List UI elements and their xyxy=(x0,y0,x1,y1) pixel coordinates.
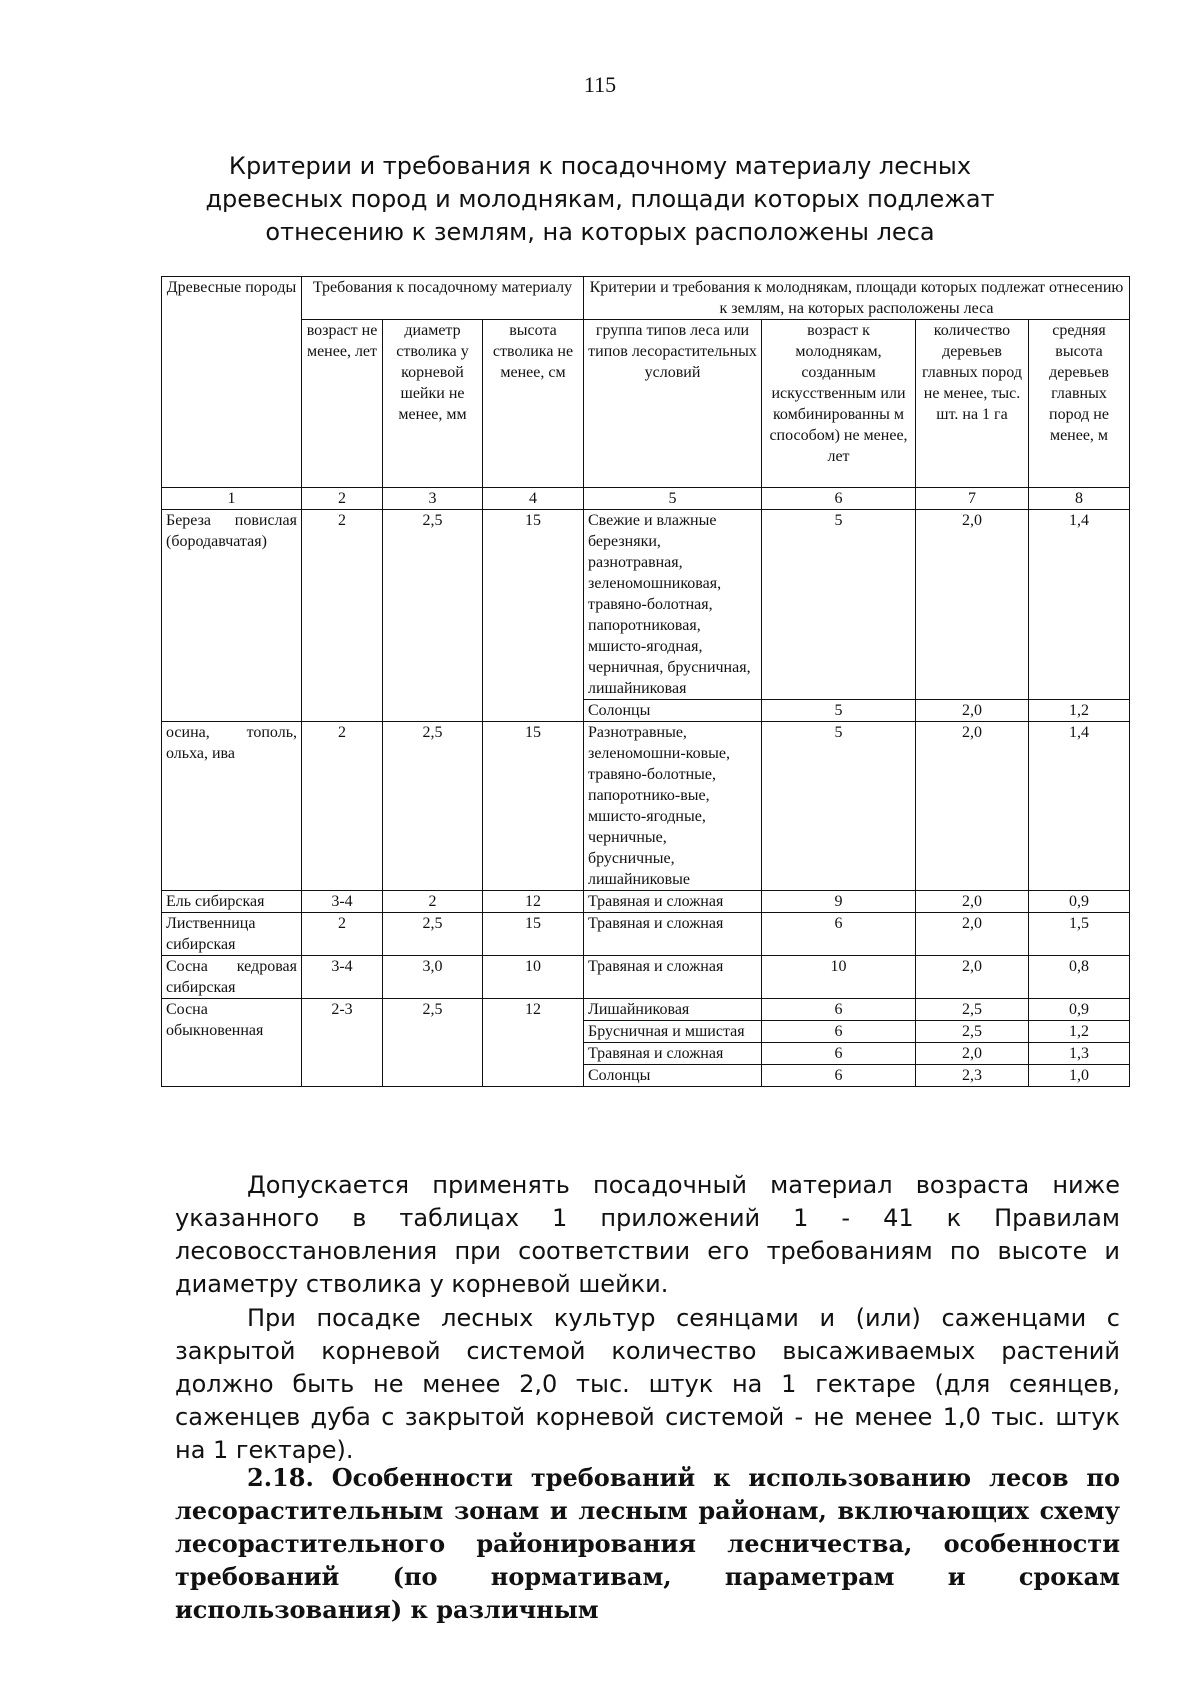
young-age-cell: 9 xyxy=(762,891,916,913)
forest-type-cell: Травяная и сложная xyxy=(584,913,762,956)
header-young-stands: Критерии и требования к молоднякам, площади которых подлежат отнесению к землям, на которых расположены леса xyxy=(584,277,1130,320)
diameter-cell: 2,5 xyxy=(383,999,483,1087)
young-age-cell: 5 xyxy=(762,722,916,891)
forest-type-cell: Травяная и сложная xyxy=(584,891,762,913)
table-subheader-row xyxy=(162,320,1130,488)
column-number: 3 xyxy=(383,488,483,510)
diameter-cell: 2,5 xyxy=(383,722,483,891)
age-cell: 2-3 xyxy=(302,999,383,1087)
young-age-cell: 6 xyxy=(762,999,916,1021)
document-title xyxy=(200,150,1000,249)
table-row xyxy=(162,999,1130,1021)
species-cell: Береза повислая (бородавчатая) xyxy=(162,510,302,722)
column-number: 1 xyxy=(162,488,302,510)
avg-height-cell: 0,9 xyxy=(1029,999,1130,1021)
forest-type-cell: Травяная и сложная xyxy=(584,956,762,999)
diameter-cell: 2 xyxy=(383,891,483,913)
requirements-table xyxy=(161,276,1130,1087)
age-cell: 3-4 xyxy=(302,956,383,999)
forest-type-cell: Разнотравные, зеленомошни-ковые, травяно-болотные, папоротнико-вые, мшисто-ягодные, черничные, брусничные, лишайниковые xyxy=(584,722,762,891)
young-age-cell: 5 xyxy=(762,700,916,722)
column-number: 8 xyxy=(1029,488,1130,510)
body-paragraph: При посадке лесных культур сеянцами и (или) саженцами с закрытой корневой системой количество высаживаемых растений должно быть не менее 2,0 тыс. штук на 1 гектаре (для сеянцев, саженцев дуба с закрытой корневой системой - не менее 1,0 тыс. штук на 1 гектаре). xyxy=(175,1304,1120,1464)
avg-height-cell: 1,0 xyxy=(1029,1065,1130,1087)
column-number-row xyxy=(162,488,1130,510)
tree-count-cell: 2,0 xyxy=(916,722,1029,891)
height-cell: 15 xyxy=(483,510,584,722)
avg-height-cell: 0,8 xyxy=(1029,956,1130,999)
avg-height-cell: 1,2 xyxy=(1029,1021,1130,1043)
header-tree-count: количество деревьев главных пород не менее, тыс. шт. на 1 га xyxy=(916,320,1029,488)
column-number: 5 xyxy=(584,488,762,510)
table-row xyxy=(162,722,1130,891)
header-age: возраст не менее, лет xyxy=(302,320,383,488)
diameter-cell: 3,0 xyxy=(383,956,483,999)
body-paragraph: Допускается применять посадочный материал возраста ниже указанного в таблицах 1 приложений 1 - 41 к Правилам лесовосстановления при соответствии его требованиям по высоте и диаметру стволика у корневой шейки. xyxy=(175,1171,1120,1298)
height-cell: 15 xyxy=(483,722,584,891)
height-cell: 15 xyxy=(483,913,584,956)
table-row xyxy=(162,510,1130,700)
header-forest-type: группа типов леса или типов лесорастительных условий xyxy=(584,320,762,488)
age-cell: 3-4 xyxy=(302,891,383,913)
table-row xyxy=(162,913,1130,956)
age-cell: 2 xyxy=(302,722,383,891)
young-age-cell: 10 xyxy=(762,956,916,999)
young-age-cell: 5 xyxy=(762,510,916,700)
tree-count-cell: 2,5 xyxy=(916,999,1029,1021)
tree-count-cell: 2,0 xyxy=(916,913,1029,956)
avg-height-cell: 1,2 xyxy=(1029,700,1130,722)
header-height: высота стволика не менее, см xyxy=(483,320,584,488)
forest-type-cell: Солонцы xyxy=(584,700,762,722)
tree-count-cell: 2,0 xyxy=(916,1043,1029,1065)
height-cell: 12 xyxy=(483,999,584,1087)
species-cell: Сосна кедровая сибирская xyxy=(162,956,302,999)
table-row xyxy=(162,956,1130,999)
table-row xyxy=(162,891,1130,913)
species-cell: Лиственница сибирская xyxy=(162,913,302,956)
young-age-cell: 6 xyxy=(762,1021,916,1043)
forest-type-cell: Солонцы xyxy=(584,1065,762,1087)
header-diameter: диаметр стволика у корневой шейки не менее, мм xyxy=(383,320,483,488)
young-age-cell: 6 xyxy=(762,1043,916,1065)
height-cell: 12 xyxy=(483,891,584,913)
header-young-age: возраст к молоднякам, созданным искусственным или комбинированны м способом) не менее, лет xyxy=(762,320,916,488)
title-line: Критерии и требования к посадочному материалу лесных xyxy=(228,152,972,180)
tree-count-cell: 2,0 xyxy=(916,700,1029,722)
forest-type-cell: Травяная и сложная xyxy=(584,1043,762,1065)
age-cell: 2 xyxy=(302,510,383,722)
avg-height-cell: 1,4 xyxy=(1029,722,1130,891)
section-heading: 2.18. Особенности требований к использованию лесов по лесорастительным зонам и лесным районам, включающих схему лесорастительного районирования лесничества, особенности требований (по нормативам, параметрам и срокам использования) к различным xyxy=(175,1463,1120,1624)
title-line: отнесению к землям, на которых расположены леса xyxy=(265,218,935,246)
avg-height-cell: 1,3 xyxy=(1029,1043,1130,1065)
tree-count-cell: 2,5 xyxy=(916,1021,1029,1043)
tree-count-cell: 2,0 xyxy=(916,510,1029,700)
column-number: 7 xyxy=(916,488,1029,510)
species-cell: Сосна обыкновенная xyxy=(162,999,302,1087)
column-number: 6 xyxy=(762,488,916,510)
avg-height-cell: 0,9 xyxy=(1029,891,1130,913)
young-age-cell: 6 xyxy=(762,1065,916,1087)
diameter-cell: 2,5 xyxy=(383,913,483,956)
table-header-row xyxy=(162,277,1130,320)
tree-count-cell: 2,0 xyxy=(916,956,1029,999)
forest-type-cell: Лишайниковая xyxy=(584,999,762,1021)
column-number: 4 xyxy=(483,488,584,510)
forest-type-cell: Свежие и влажные березняки, разнотравная, зеленомошниковая, травяно-болотная, папоротниковая, мшисто-ягодная, черничная, брусничная, лишайниковая xyxy=(584,510,762,700)
species-cell: осина, тополь, ольха, ива xyxy=(162,722,302,891)
header-planting-material: Требования к посадочному материалу xyxy=(302,277,584,320)
species-cell: Ель сибирская xyxy=(162,891,302,913)
column-number: 2 xyxy=(302,488,383,510)
page-number: 115 xyxy=(583,72,617,97)
header-species: Древесные породы xyxy=(162,277,302,488)
header-avg-height: средняя высота деревьев главных пород не менее, м xyxy=(1029,320,1130,488)
young-age-cell: 6 xyxy=(762,913,916,956)
avg-height-cell: 1,4 xyxy=(1029,510,1130,700)
tree-count-cell: 2,3 xyxy=(916,1065,1029,1087)
forest-type-cell: Брусничная и мшистая xyxy=(584,1021,762,1043)
height-cell: 10 xyxy=(483,956,584,999)
title-line: древесных пород и молоднякам, площади которых подлежат xyxy=(205,185,995,213)
avg-height-cell: 1,5 xyxy=(1029,913,1130,956)
age-cell: 2 xyxy=(302,913,383,956)
tree-count-cell: 2,0 xyxy=(916,891,1029,913)
diameter-cell: 2,5 xyxy=(383,510,483,722)
